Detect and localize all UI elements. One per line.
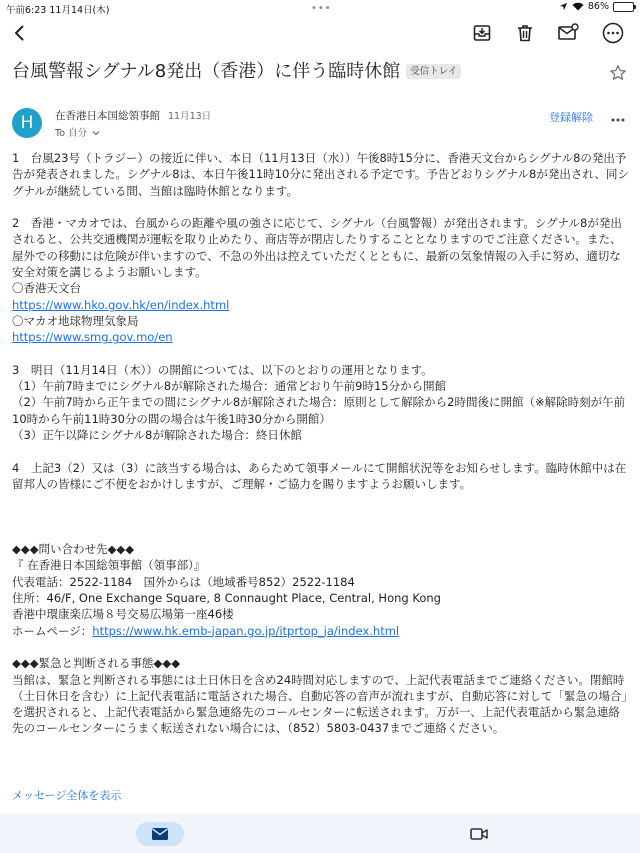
trash-icon[interactable] <box>510 18 540 48</box>
paragraph-3-item-2: （2）午前7時から正午までの間にシグナル8が解除された場合：原則として解除から2時間後に開館（※解除時刻が午前10時から午前11時30分の間の場合は午後1時30分から開館） <box>12 395 626 426</box>
smg-label: 〇マカオ地球物理気象局 <box>12 313 139 328</box>
more-icon[interactable] <box>598 18 628 48</box>
show-full-message-link[interactable]: メッセージ全体を表示 <box>12 789 122 802</box>
contact-address-zh: 香港中環康楽広場８号交易広場第一座46楼 <box>12 607 234 622</box>
contact-address: 住所：46/F, One Exchange Square, 8 Connaught Place, Central, Hong Kong <box>12 591 441 606</box>
contact-header: ◆◆◆問い合わせ先◆◆◆ <box>12 542 135 557</box>
emergency-text: 当館は、緊急と判断される事態には土日休日を含め24時間対応しますので、上記代表電話までご連絡ください。閉館時（土日休日を含む）に上記代表電話に電話された場合、自動応答の音声が流れますが、自動応答に対して「緊急の場合」を選択されると、上記代表電話から緊急連絡先のコールセンターに転送されます。万が一、上記代表電話から緊急連絡先のコールセンターにうまく転送されない場合には、（852）5803-0437までご連絡ください。 <box>12 672 628 736</box>
message-more-icon[interactable] <box>610 108 630 124</box>
paragraph-3: 3 明日（11月14日（木））の開館については、以下のとおりの運用となります。 <box>12 362 433 377</box>
smg-link[interactable]: https://www.smg.gov.mo/en <box>12 330 173 345</box>
sender-name: 在香港日本国総領事館 <box>55 110 160 122</box>
toolbar <box>0 18 640 52</box>
star-icon[interactable] <box>609 64 629 84</box>
status-right <box>559 1 634 12</box>
email-subject <box>12 60 602 84</box>
inbox-label-chip[interactable]: 受信トレイ <box>406 64 461 79</box>
paragraph-4: 4 上記3（2）又は（3）に該当する場合は、あらためて領事メールにて開館状況等をお知らせします。臨時休館中は在留邦人の皆様にご不便をおかけしますが、ご理解・ご協力を賜りますようお願いします。 <box>12 460 627 491</box>
battery-percent: 86% <box>587 1 609 12</box>
sender-date: 11月13日 <box>168 111 212 122</box>
status-bar <box>0 0 640 16</box>
bottom-nav <box>0 813 640 853</box>
multitask-dots-icon[interactable]: ••• <box>311 3 332 14</box>
recipient-text: To 自分 <box>55 128 88 139</box>
mail-icon[interactable] <box>136 822 184 846</box>
unsubscribe-link[interactable]: 登録解除 <box>549 111 593 124</box>
paragraph-3-item-3: （3）正午以降にシグナル8が解除された場合：終日休館 <box>12 428 302 443</box>
sender-avatar[interactable]: H <box>12 108 42 138</box>
hko-label: 〇香港天文台 <box>12 281 81 296</box>
recipient-line[interactable] <box>55 125 100 139</box>
mark-unread-icon[interactable] <box>553 18 583 48</box>
paragraph-2: 2 香港・マカオでは、台風からの距離や風の強さに応じて、シグナル（台風警報）が発出されます。シグナル8が発出されると、公共交通機関が運転を取り止めたり、商店等が閉店したりすることとなりますのでご注意ください。また、屋外での移動には危険が伴いますので、不急の外出は控えていただくとともに、最新の気象情報の入手に努め、適切な安全対策を講じるようお願いします。 <box>12 216 622 280</box>
email-body <box>12 150 630 737</box>
homepage-label: ホームページ： <box>12 623 93 638</box>
back-arrow-icon[interactable] <box>5 18 35 48</box>
video-icon[interactable] <box>468 823 490 845</box>
status-date: 11月14日(木) <box>49 5 110 16</box>
location-arrow-icon <box>559 2 568 11</box>
paragraph-1: 1 台風23号（トラジー）の接近に伴い、本日（11月13日（水））午後8時15分に、香港天文台からシグナル8の発出予告が発表されました。シグナル8は、本日午後11時10分に発出される予定です。予告どおりシグナル8が発出され、同シグナルが継続している間、当館は臨時休館となります。 <box>12 151 630 198</box>
paragraph-3-item-1: （1）午前7時までにシグナル8が解除された場合：通常どおり午前9時15分から開館 <box>12 379 447 394</box>
homepage-line <box>12 623 630 639</box>
battery-icon <box>613 2 634 12</box>
homepage-link[interactable]: https://www.hk.emb-japan.go.jp/itprtop_ja/index.html <box>92 623 400 638</box>
archive-icon[interactable] <box>467 18 497 48</box>
contact-org: 『 在香港日本国総領事館（領事部）』 <box>12 558 206 573</box>
sender-line[interactable] <box>55 108 211 123</box>
hko-link[interactable]: https://www.hko.gov.hk/en/index.html <box>12 297 230 312</box>
wifi-icon <box>572 2 584 11</box>
subject-text: 台風警報シグナル8発出（香港）に伴う臨時休館 <box>12 61 401 82</box>
emergency-header: ◆◆◆緊急と判断される事態◆◆◆ <box>12 656 181 671</box>
contact-tel: 代表電話：2522-1184 国外からは（地域番号852）2522-1184 <box>12 574 355 589</box>
chevron-down-icon <box>92 130 100 136</box>
status-time: 午前6:23 11月14日(木) <box>6 5 110 16</box>
